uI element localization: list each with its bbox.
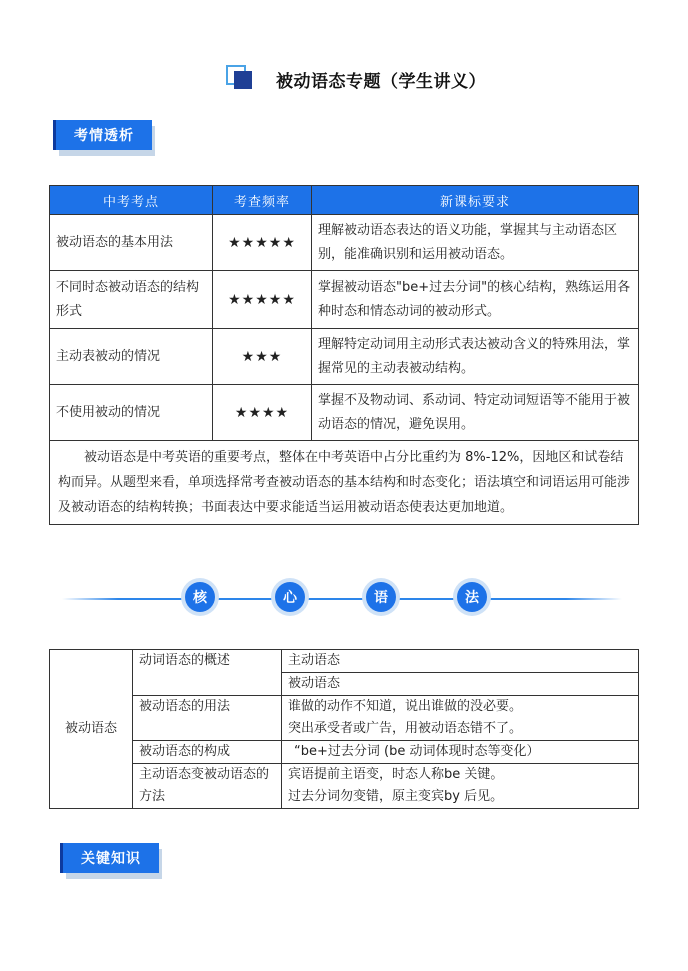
- table-row: [50, 329, 639, 385]
- exam-point-cell: 主动表被动的情况: [50, 329, 213, 385]
- banner-label: 考情透析: [53, 120, 152, 150]
- content-line: 突出承受者或广告，用被动语态错不了。: [288, 721, 523, 736]
- content-cell: 被动语态: [282, 673, 639, 696]
- page-header: [226, 64, 486, 94]
- table-row: [50, 650, 639, 673]
- content-cell: 主动语态: [282, 650, 639, 673]
- section-banner-exam-analysis: [53, 120, 153, 152]
- page-title: 被动语态专题（学生讲义）: [276, 71, 486, 92]
- table-header-row: [50, 186, 639, 215]
- frequency-stars: ★★★★★: [213, 215, 312, 271]
- exam-point-cell: 不使用被动的情况: [50, 385, 213, 441]
- grammar-summary-table: [49, 649, 639, 809]
- content-line: 谁做的动作不知道，说出谁做的没必要。: [288, 699, 523, 714]
- content-line: 宾语提前主语变，时态人称be 关键。: [288, 767, 504, 782]
- core-badge: 语: [362, 578, 400, 616]
- summary-row: [50, 441, 639, 525]
- core-badge: 核: [181, 578, 219, 616]
- exam-points-table: [49, 185, 639, 525]
- frequency-stars: ★★★: [213, 329, 312, 385]
- header-exam-point: 中考考点: [50, 186, 213, 215]
- core-grammar-divider: [62, 578, 622, 618]
- frequency-stars: ★★★★: [213, 385, 312, 441]
- subtopic-cell: 动词语态的概述: [133, 650, 282, 696]
- table-row: [50, 764, 639, 809]
- exam-point-cell: 不同时态被动语态的结构形式: [50, 271, 213, 329]
- table-row: [50, 741, 639, 764]
- banner-label: 关键知识: [60, 843, 159, 873]
- title-square-icon: [226, 65, 256, 93]
- subtopic-cell: 主动语态变被动语态的方法: [133, 764, 282, 809]
- core-badge: 法: [453, 578, 491, 616]
- table-row: [50, 271, 639, 329]
- table-row: [50, 385, 639, 441]
- content-cell: [282, 764, 639, 809]
- section-banner-key-knowledge: [60, 843, 160, 875]
- frequency-stars: ★★★★★: [213, 271, 312, 329]
- content-line: 过去分词勿变错，原主变宾by 后见。: [288, 789, 504, 804]
- subtopic-cell: 被动语态的构成: [133, 741, 282, 764]
- table-row: [50, 696, 639, 741]
- exam-point-cell: 被动语态的基本用法: [50, 215, 213, 271]
- header-frequency: 考查频率: [213, 186, 312, 215]
- header-requirement: 新课标要求: [312, 186, 639, 215]
- requirement-cell: 理解被动语态表达的语义功能，掌握其与主动语态区别，能准确识别和运用被动语态。: [312, 215, 639, 271]
- divider-line: [62, 598, 622, 600]
- subtopic-cell: 被动语态的用法: [133, 696, 282, 741]
- table-row: [50, 215, 639, 271]
- requirement-cell: 掌握不及物动词、系动词、特定动词短语等不能用于被动语态的情况，避免误用。: [312, 385, 639, 441]
- requirement-cell: 理解特定动词用主动形式表达被动含义的特殊用法，掌握常见的主动表被动结构。: [312, 329, 639, 385]
- content-cell: “be+过去分词 (be 动词体现时态等变化）: [282, 741, 639, 764]
- topic-cell: 被动语态: [50, 650, 133, 809]
- requirement-cell: 掌握被动语态"be+过去分词"的核心结构，熟练运用各种时态和情态动词的被动形式。: [312, 271, 639, 329]
- content-cell: [282, 696, 639, 741]
- core-badge: 心: [271, 578, 309, 616]
- summary-text: 被动语态是中考英语的重要考点，整体在中考英语中占分比重约为 8%-12%，因地区和试卷结构而异。从题型来看，单项选择常考查被动语态的基本结构和时态变化；语法填空和词语运用可能涉及被动语态的结构转换；书面表达中要求能适当运用被动语态使表达更加地道。: [50, 441, 639, 525]
